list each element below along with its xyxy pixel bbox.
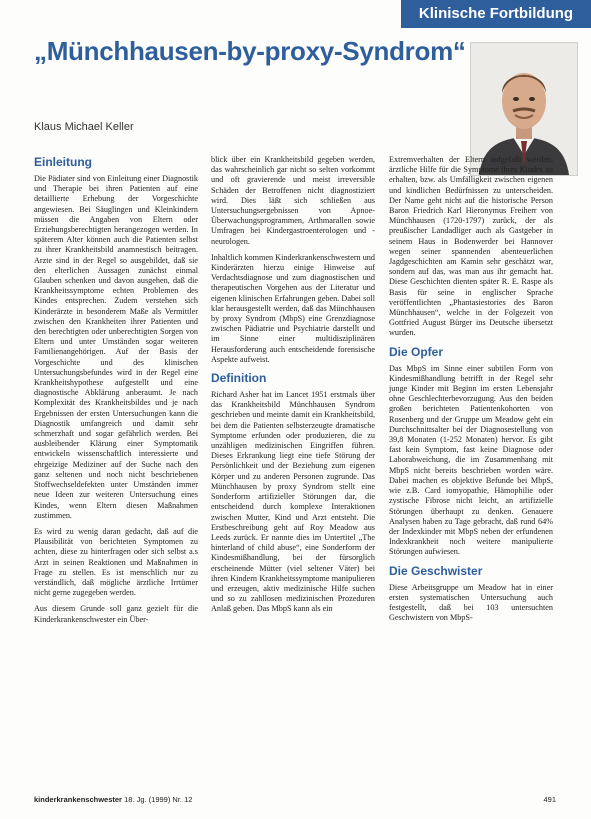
paragraph: Das MbpS im Sinne einer subtilen Form von Kindesmißhandlung betrifft in der Regel sehr junge Kinder mit Beginn im ersten Lebensjahr ohne Geschlechterbevorzugung. Aus den beiden großen berichteten Patientenkohorten von Rosenberg und der Gruppe um Meadow geht ein Durchschnittsalter bei der Diagnosestellung von 39,8 Monaten (1-252 Monaten) hervor. Es gibt fast kein Symptom, fast keine Diagnose oder Laborabweichung, die im Zusammenhang mit MbpS nicht bereits beschrieben worden wäre. Dabei machen es objektive Befunde bei MbpS, wie z.B. Card iomyopathie, Hämophilie oder zystische Fibrose nicht leicht, an artifizielle Störungen überhaupt zu denken. Genauere Analysen haben zu Tage gebracht, daß rund 64% der Indexkinder mit MbpS neben der erfundenen Indexkrankheit noch weitere manipulierte Störungen aufwiesen.: [389, 363, 553, 557]
text-column-3: [389, 155, 553, 629]
page-number: 491: [543, 795, 556, 804]
paragraph: blick über ein Krankheitsbild gegeben werden, das wahrscheinlich gar nicht so selten vorkommt und oft gravierende und meist irreversible Schäden der Betroffenen nicht diagnostiziert wird. Dies läßt sich schließen aus Untersuchungsergebnissen von Apnoe-Überwachungsprogrammen, Arthmarallen sowie Umfragen bei Kindergastroenterologen und -neurologen.: [211, 155, 375, 246]
section-banner: Klinische Fortbildung: [401, 0, 591, 28]
text-column-1: [34, 155, 198, 631]
section-heading-die-opfer: Die Opfer: [389, 344, 444, 359]
journal-issue: 18. Jg. (1999) Nr. 12: [124, 795, 193, 804]
journal-name: kinderkrankenschwester: [34, 795, 122, 804]
author-name: Klaus Michael Keller: [34, 121, 134, 133]
paragraph: Inhaltlich kommen Kinderkrankenschwestern und Kinderärzten hierzu einige Hinweise auf Verdachtsdiagnose und zum diagnostischen und therapeutischen Vorgehen aus der Literatur und eigenen klinischen Erfahrungen geben. Dabei soll klar herausgestellt werden, daß das Münchhausen by proxy Syndrom (MbpS) eine Grenzdiagnose zwischen Pädiatrie und Psychiatrie darstellt und im Sinne einer multidisziplinären Herausforderung auch entscheidende forensische Aspekte aufweist.: [211, 252, 375, 364]
article-title: „Münchhausen-by-proxy-Syndrom“: [34, 36, 466, 66]
paragraph: Aus diesem Grunde soll ganz gezielt für die Kinderkrankenschwester ein Über-: [34, 604, 198, 624]
paragraph: Diese Arbeitsgruppe um Meadow hat in einer ersten systematischen Untersuchung auch festgestellt, daß bei 103 untersuchten Geschwistern von MbpS-: [389, 582, 553, 623]
paragraph: Die Pädiater sind von Einleitung einer Diagnostik und Therapie bei ihren Patienten auf eine detaillierte Erhebung der Vorgeschichte angewiesen. Bei Säuglingen und Kleinkindern müssen die Angaben von Eltern oder Erziehungsberechtigten herangezogen werden. In späterem Alter können auch die Patienten selbst zu ihrer Krankheitsbild anamnestisch beitragen. Arzte sind in der Regel so ausgebildet, daß sie den elterlichen Aussagen zunächst einmal Glauben schenken und davon ausgehen, daß die Krankheitssymptome echten Problemen des Kindes entsprechen. Zudem verstehen sich Kinderärzte in besonderem Maße als Vermittler zwischen den Krankheiten ihrer Patienten und den berechtigten oder unberechtigten Sorgen von Eltern und unter Umständen sogar weiteren Familienangehörigen. Auf der Basis der Vorgeschichte und des klinischen Untersuchungsbefundes wird in der Regel eine Krankheitshypothese aufgestellt und eine diagnostische Abklärung anberaumt. Je nach Komplexität des Krankheitsbildes und je nach Ergebnissen der ersten Untersuchungen kann die Diagnostik umfangreich und damit sehr schmerzhaft und sogar gefährlich werden. Bei ausbleibender Klärung einer Symptomatik entwickeln wissenschaftlich interessierte und ehrgeizige Mediziner auf der Suche nach den ganz seltenen und noch nicht beschriebenen Stoffwechseldefekten unter Umständen immer neue Ideen zur weiteren Untersuchung eines Kindes, wenn Eltern diesen Maßnahmen zustimmen.: [34, 174, 198, 520]
paragraph: Richard Asher hat im Lancet 1951 erstmals über das Krankheitsbild Münchhausen Syndrom geschrieben und meinte damit ein Krankheitsbild, bei dem die Patienten selbsterzeugte dramatische Symptome erfunden oder produzieren, die zu unzähligen medizinischen Eingriffen führen. Dieses Erkrankung liegt eine tiefe Störung der Persönlichkeit und der Beziehung zum eigenen Körper und zu anderen Personen zugrunde. Das Münchhausen by proxy Syndrom stellt eine Sonderform artifizieller Störungen dar, die entscheidend durch komplexe Interaktionen zwischen Mutter, Kind und Arzt entsteht. Die Erstbeschreibung geht auf Roy Meadow aus Leeds zurück. Er nannte dies im Untertitel „The hinterland of child abuse“, eine Sonderform der Kindesmißhandlung, bei der fürsorglich erscheinende Mütter (viel seltener Väter) bei ihren Kindern Krankheitssymptome manipulieren und erzeugen, aktiv medizinische Hilfe suchen und so zu zahllosen medizinischen Prozeduren Anlaß geben. Das MbpS kann als ein: [211, 390, 375, 614]
text-column-2: [211, 155, 375, 621]
paragraph: Extremverhalten der Eltern aufgefaßt werden, ärztliche Hilfe für die Symptome ihres Kindes zu erhalten, bzw. als Umfälligkeit zwischen eigenen und kindlichen Bedürfnissen zu unterscheiden. Der Name geht nicht auf die historische Person Baron Friedrich Karl Hieronymus Freiherr von Münchhausen (1720-1797) zurück, der als preußischer Landadliger auch als Gastgeber in seinem Haus in Bodenwerder bei Hannover wegen seiner spannenden abenteuerlichen Jagdgeschichten am Kamin sehr geschätzt war, sondern auf das, was man aus ihr gemacht hat. Diese Geschichten dienten später R. E. Raspe als Basis für seine in englischer Sprache veröffentlichten „Phantasiestories des Baron Münchhausen“, welche in der Folgezeit von Gottfried August Bürger ins Deutsche übersetzt wurden.: [389, 155, 553, 338]
page-footer: [34, 795, 556, 809]
section-heading-die-geschwister: Die Geschwister: [389, 563, 483, 578]
paragraph: Es wird zu wenig daran gedacht, daß auf die Plausibilität von berichteten Symptomen zu achten, diese zu hinterfragen oder sich selbst a.s Arzt in seinen Reaktionen und Maßnahmen in Frage zu stellen. Es ist menschlich nur zu verständlich, daß mögliche ärztliche Irrtümer nicht gerne zugegeben werden.: [34, 526, 198, 598]
section-heading-einleitung: Einleitung: [34, 155, 92, 169]
section-heading-definition: Definition: [211, 371, 267, 386]
